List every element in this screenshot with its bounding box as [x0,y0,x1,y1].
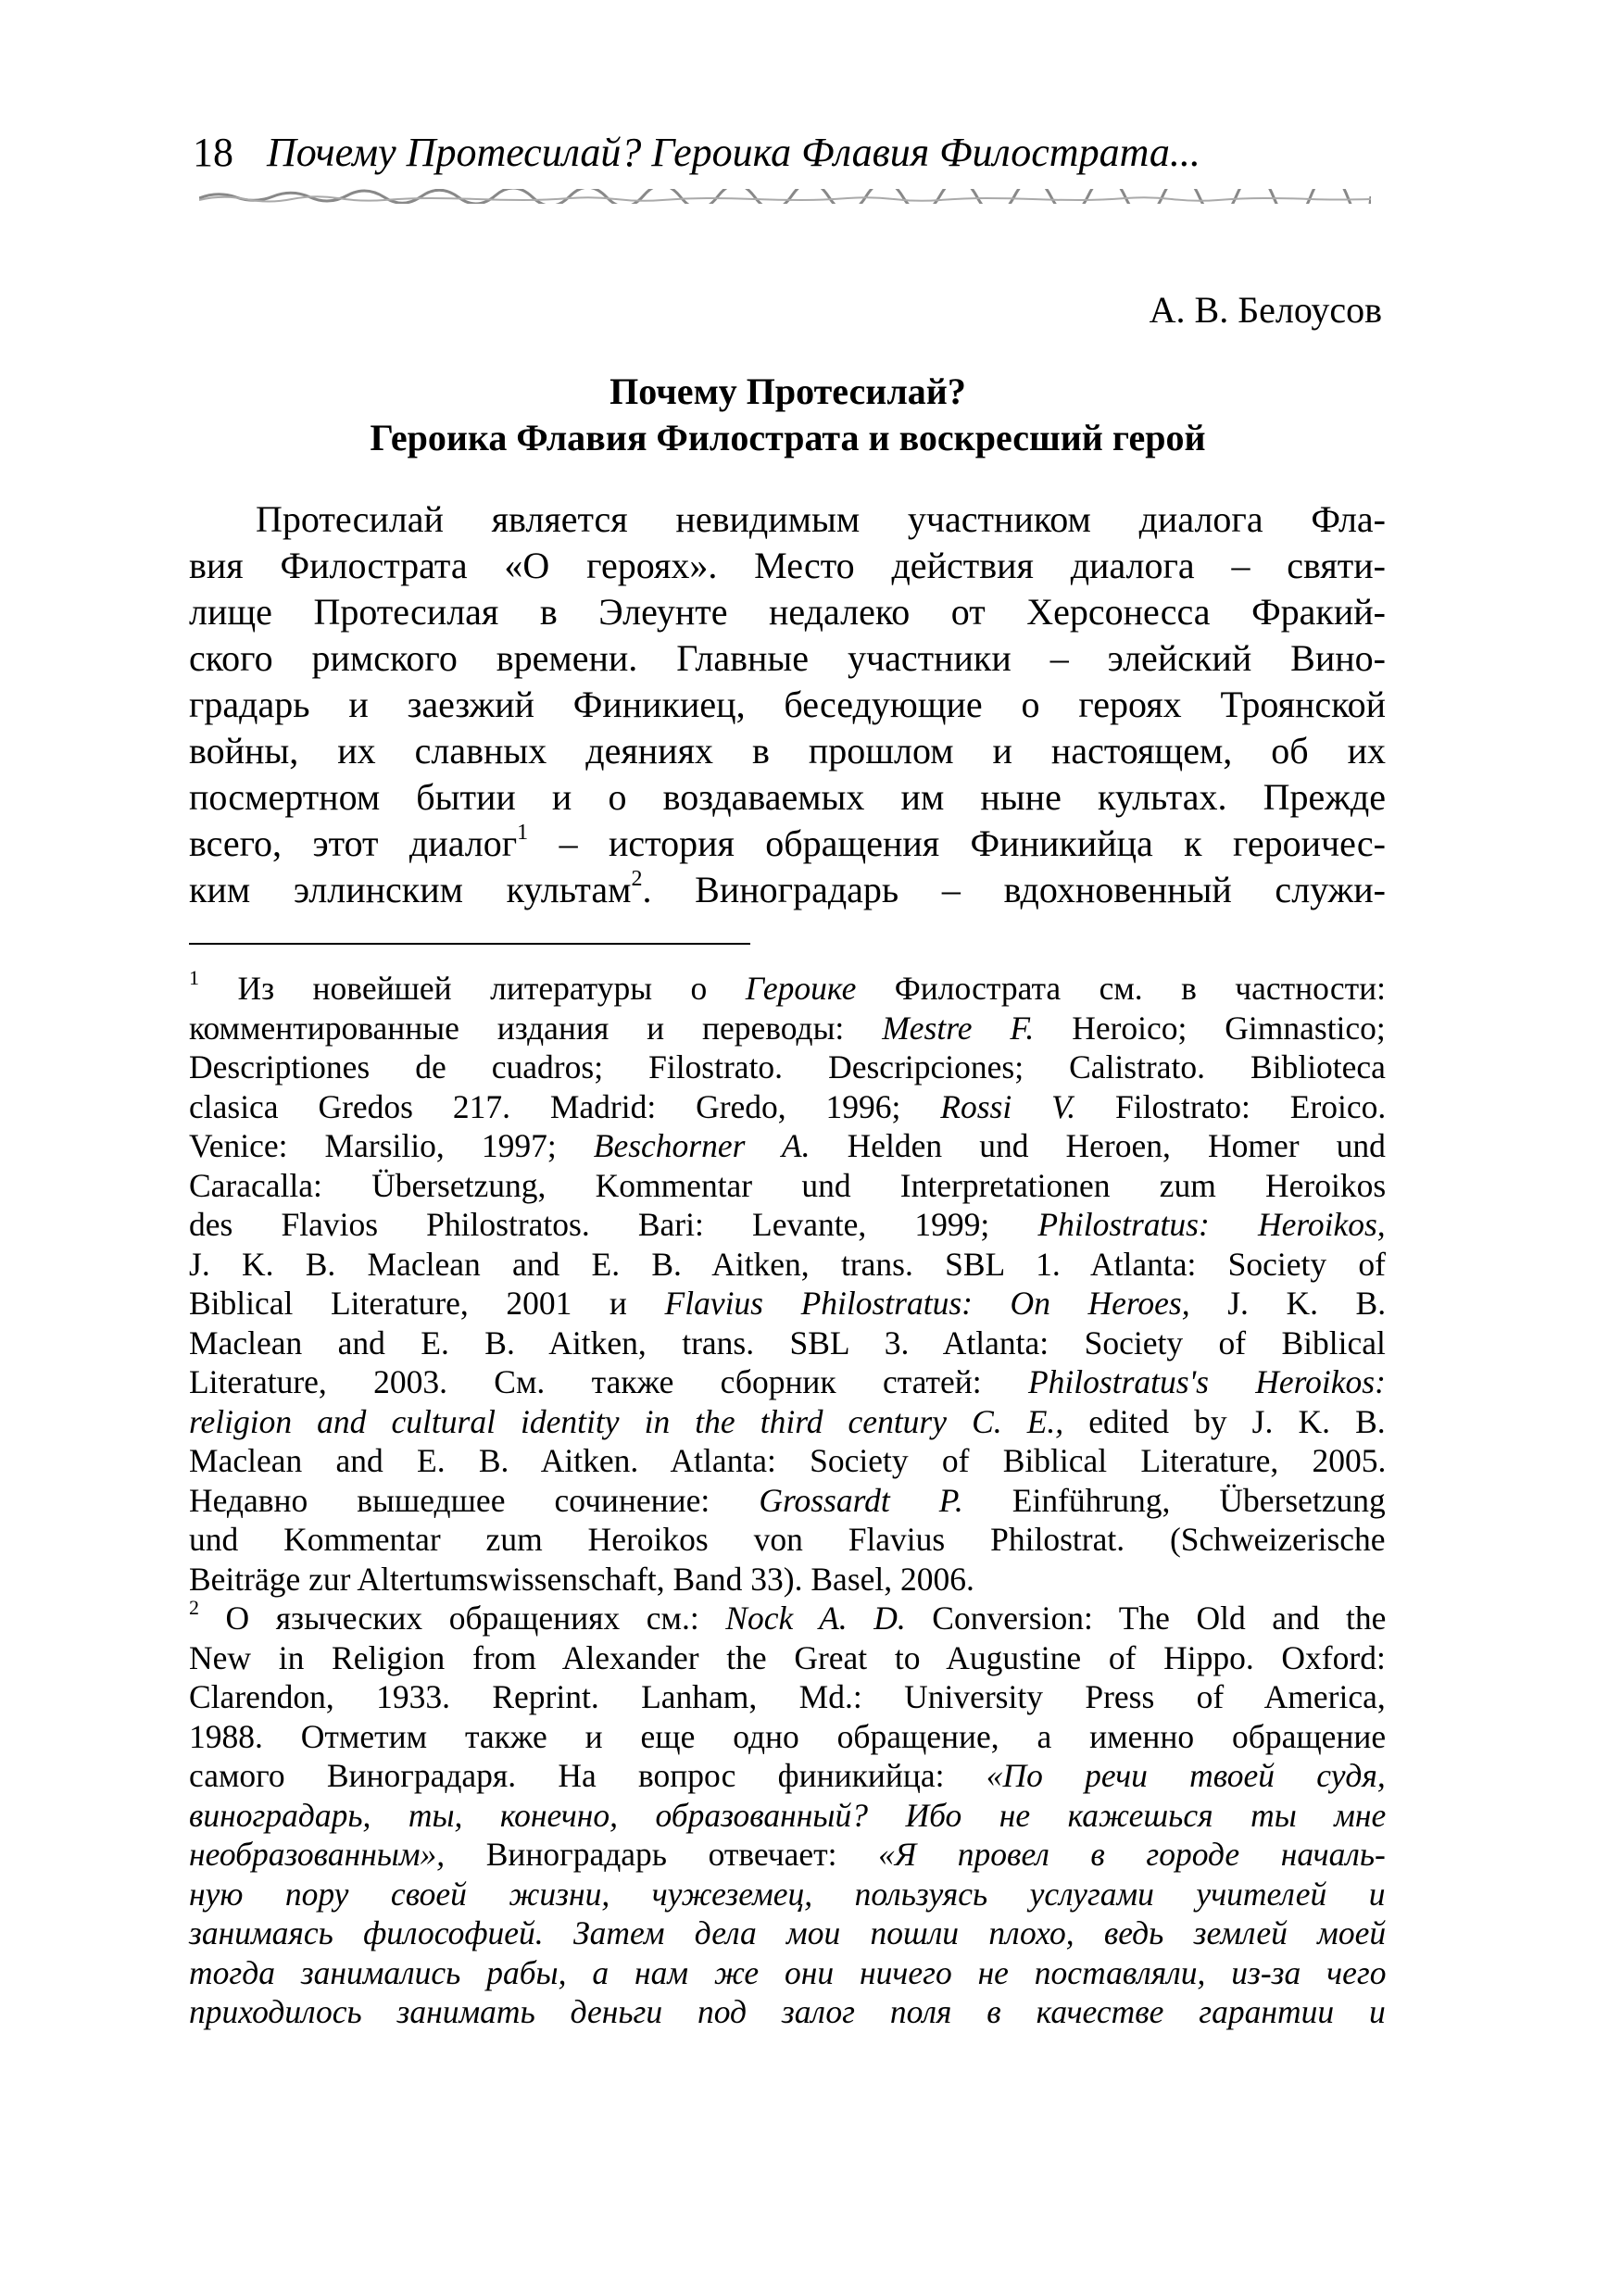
body-line: лище Протесилая в Элеунте недалеко от Херсонесса Фракий- [189,591,1386,633]
footnote-line: приходилось занимать деньги под залог поля в качестве гарантии и [189,1993,1386,2030]
footnote-line: Descriptiones de cuadros; Filostrato. Descripciones; Calistrato. Biblioteca [189,1048,1386,1085]
footnote-line: religion and cultural identity in the third century C. E., edited by J. K. B. [189,1402,1386,1440]
footnote-line: des Flavios Philostratos. Bari: Levante, 1999; Philostratus: Heroikos, [189,1206,1386,1243]
article-title-line-2: Героика Флавия Филострата и воскресший герой [370,417,1206,458]
footnote-number-1: 1 [189,966,199,989]
body-line: ского римского времени. Главные участники – элейский Вино- [189,637,1386,679]
running-head [193,130,1200,176]
body-line: войны, их славных деяниях в прошлом и настоящем, об их [189,730,1386,772]
footnote-line: Venice: Marsilio, 1997; Beschorner A. Helden und Heroen, Homer und [189,1127,1386,1164]
footnote-line: Beiträge zur Altertumswissenschaft, Band 33). Basel, 2006. [189,1560,974,1598]
page-number: 18 [193,130,233,175]
footnote-line: Biblical Literature, 2001 и Flavius Philostratus: On Heroes, J. K. B. [189,1285,1387,1322]
footnote-ref-2[interactable]: 2 [631,867,643,891]
footnote-line: $^2$ О языческих обращениях см.: Nock A. D. Conversion: The Old and the [189,1596,1387,1637]
body-line: посмертном бытии и о воздаваемых им ныне культах. Прежде [189,776,1386,818]
body-line: Протесилай является невидимым участником диалога Фла- [256,498,1386,540]
footnote-line: комментированные издания и переводы: Mestre F. Heroico; Gimnastico; [189,1009,1386,1047]
footnote-line: Maclean and E. B. Aitken, trans. SBL 3. Atlanta: Society of Biblical [189,1324,1386,1361]
footnote-line: 1988. Отметим также и еще одно обращение, а именно обращение [189,1717,1387,1755]
footnote-line: Maclean and E. B. Aitken. Atlanta: Society of Biblical Literature, 2005. [189,1442,1387,1479]
footnote-line: J. K. B. Maclean and E. B. Aitken, trans. SBL 1. Atlanta: Society of [189,1245,1386,1283]
footnote-line: $^1$ Из новейшей литературы о Героике Филострата см. в частности: [189,966,1386,1007]
body-line: ким эллинским культам$^2$. Виноградарь – вдохновенный служи- [189,867,1386,910]
footnote-line: тогда занимались рабы, а нам же они ничего не поставляли, из-за чего [189,1953,1387,1991]
footnote-line: Clarendon, 1933. Reprint. Lanham, Md.: University Press of America, [189,1678,1386,1715]
body-text [189,496,1386,913]
footnote-separator [189,943,750,945]
footnote-line: необразованным», Виноградарь отвечает: «Я провел в городе началь- [189,1836,1386,1873]
author-name: А. В. Белоусов [1149,289,1382,331]
footnote-line: Caracalla: Übersetzung, Kommentar und Interpretationen zum Heroikos [189,1166,1387,1204]
footnote-line: самого Виноградаря. На вопрос финикийца: «По речи твоей судя, [189,1757,1386,1794]
footnote-line: und Kommentar zum Heroikos von Flavius Philostrat. (Schweizerische [189,1521,1386,1558]
footnotes [189,966,1387,2032]
footnote-line: виноградарь, ты, конечно, образованный? Ибо не кажешься ты мне [189,1796,1387,1834]
body-line: всего, этот диалог$^1$ – история обращения Финикийца к героичес- [189,821,1386,864]
article-title [193,369,1383,461]
footnote-line: New in Religion from Alexander the Great to Augustine of Hippo. Oxford: [189,1638,1386,1676]
body-line: градарь и заезжий Финикиец, беседующие о героях Троянской [189,684,1386,725]
body-line: вия Филострата «О героях». Место действия диалога – святи- [189,545,1386,586]
header-ornament-rule [199,189,1371,204]
footnote-line: Недавно вышедшее сочинение: Grossardt P. Einführung, Übersetzung [189,1481,1386,1519]
footnote-line: занимаясь философией. Затем дела мои пошли плохо, ведь землей моей [189,1914,1387,1951]
running-title: Почему Протесилай? Героика Флавия Филострата... [267,130,1200,175]
footnote-line: ную пору своей жизни, чужеземец, пользуясь услугами учителей и [189,1875,1386,1913]
footnote-line: clasica Gredos 217. Madrid: Gredo, 1996; Rossi V. Filostrato: Eroico. [189,1087,1387,1125]
footnote-line: Literature, 2003. См. также сборник статей: Philostratus's Heroikos: [189,1363,1386,1400]
footnote-ref-1[interactable]: 1 [517,821,529,845]
footnote-number-2: 2 [189,1596,199,1619]
article-title-line-1: Почему Протесилай? [609,370,966,412]
